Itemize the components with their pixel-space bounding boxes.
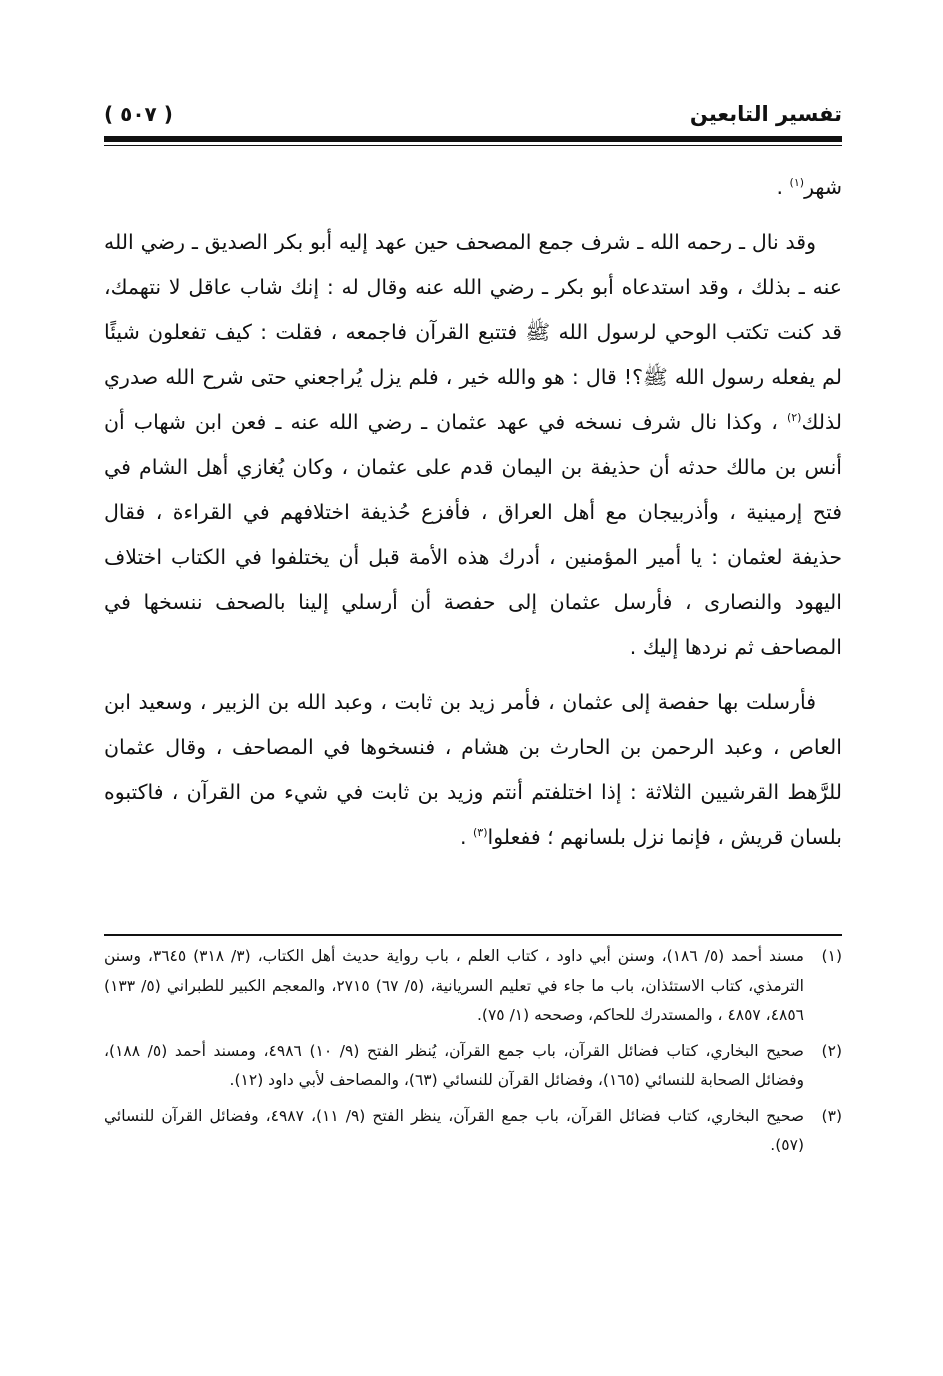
footnote-1 <box>104 942 842 1031</box>
footnote-text: صحيح البخاري، كتاب فضائل القرآن، باب جمع القرآن، يُنظر الفتح (٩/ ١٠) ٤٩٨٦، ومسند أحمد (٥/ ١٨٨)، وفضائل الصحابة للنسائي (١٦٥)، وفضائل القرآن للنسائي (٦٣)، والمصاحف لأبي داود (١٢). <box>104 1041 804 1089</box>
header-rule-thin <box>104 145 842 146</box>
footnotes <box>104 942 842 1167</box>
footnote-ref-1[interactable]: (١) <box>789 176 805 190</box>
footnote-text: صحيح البخاري، كتاب فضائل القرآن، باب جمع القرآن، ينظر الفتح (٩/ ١١)، ٤٩٨٧، وفضائل القرآن للنسائي (٥٧). <box>104 1106 805 1154</box>
header-rule-thick <box>104 136 842 142</box>
footnote-separator <box>104 934 842 936</box>
footnote-number: (٣) <box>821 1106 842 1125</box>
footnote-text: مسند أحمد (٥/ ١٨٦)، وسنن أبي داود ، كتاب العلم ، باب رواية حديث أهل الكتاب، (٣/ ٣١٨) ٣٦٤٥، وسنن الترمذي، كتاب الاستئذان، باب ما جاء في تعليم السريانية، (٥/ ٦٧) ٢٧١٥، والمعجم الكبير للطبراني (٥/ ١٣٣) ٤٨٥٦، ٤٨٥٧ ، والمستدرك للحاكم، وصححه (١/ ٧٥). <box>104 947 804 1024</box>
page-number: ( ٥٠٧ ) <box>104 102 173 126</box>
footnote-number: (١) <box>821 947 842 965</box>
footnote-ref-2[interactable]: (٢) <box>786 411 802 425</box>
running-title: تفسير التابعين <box>689 102 842 126</box>
footnote-2 <box>104 1037 842 1096</box>
footnote-ref-3[interactable]: (٣) <box>472 826 488 840</box>
footnote-3 <box>104 1102 842 1161</box>
paragraph-3: فأرسلت بها حفصة إلى عثمان ، فأمر زيد بن ثابت ، وعبد الله بن الزبير ، وسعيد ابن العاص ، وعبد الرحمن بن الحارث بن هشام ، فنسخوها في المصاحف ، وقال عثمان للرَّهط القرشيين الثلاثة : إذا اختلفتم أنتم وزيد بن ثابت في شيء من القرآن ، فاكتبوه بلسان قريش ، فإنما نزل بلسانهم ؛ ففعلوا$^{(٣)}$ . <box>104 690 842 849</box>
paragraph-2: وقد نال ـ رحمه الله ـ شرف جمع المصحف حين عهد إليه أبو بكر الصديق ـ رضي الله عنه ـ بذلك ، وقد استدعاه أبو بكر ـ رضي الله عنه وقال له : إنك شاب عاقل لا نتهمك، قد كنت تكتب الوحي لرسول الله ﷺ فتتبع القرآن فاجمعه ، فقلت : كيف تفعلون شيئًا لم يفعله رسول الله ﷺ؟! قال : هو والله خير ، فلم يزل يُراجعني حتى شرح الله صدري لذلك$^{(٢)}$ ، وكذا نال شرف نسخه في عهد عثمان ـ رضي الله عنه ـ فعن ابن شهاب أن أنس بن مالك حدثه أن حذيفة بن اليمان قدم على عثمان ، وكان يُغازي أهل الشام في فتح إرمينية ، وأذربيجان مع أهل العراق ، فأفزع حُذيفة اختلافهم في القراءة ، فقال حذيفة لعثمان : يا أمير المؤمنين ، أدرك هذه الأمة قبل أن يختلفوا في الكتاب اختلاف اليهود والنصارى ، فأرسل عثمان إلى حفصة أن أرسلي إلينا بالصحف ننسخها في المصاحف ثم نردها إليك . <box>104 230 842 659</box>
page-header <box>104 92 842 126</box>
footnote-number: (٢) <box>821 1041 842 1060</box>
paragraph-1: شهر$^{(١)}$ . <box>776 175 842 199</box>
main-text <box>104 165 842 870</box>
